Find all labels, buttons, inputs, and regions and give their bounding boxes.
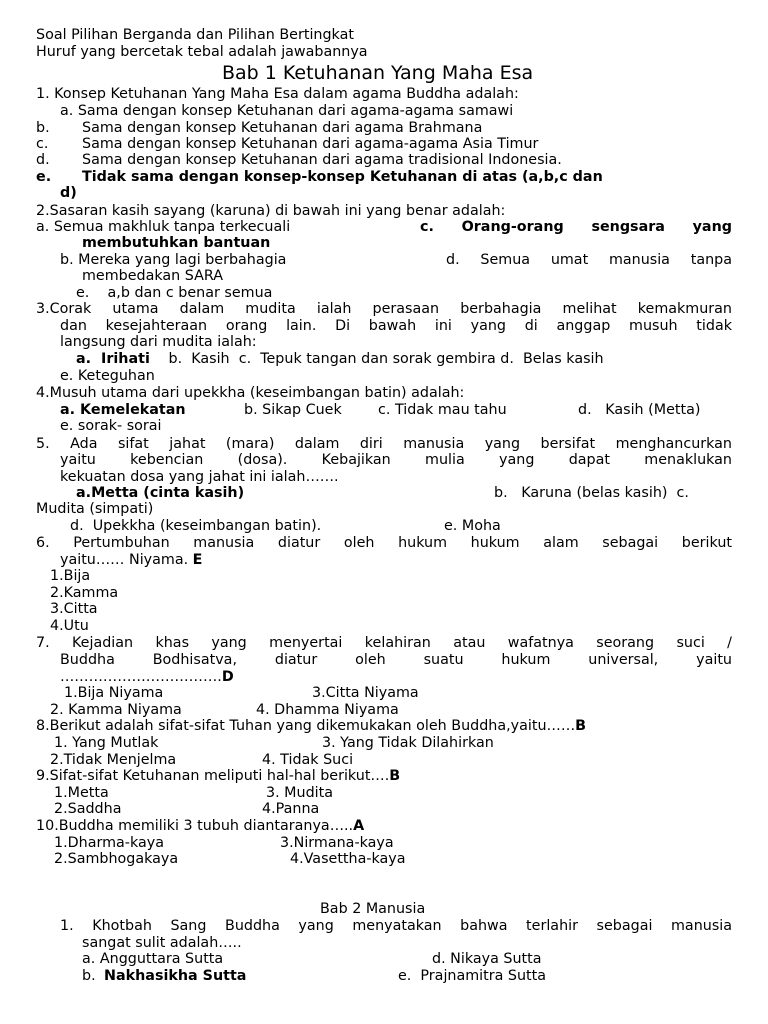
q9-answer-key: B — [389, 768, 401, 784]
q5-question-line-1: 5. Ada sifat jahat (mara) dalam diri manusia yang bersifat menghancurkan — [36, 436, 732, 452]
q5-option-a-answer: a.Metta (cinta kasih) — [76, 485, 245, 501]
q1-option-c: Sama dengan konsep Ketuhanan dari agama-agama Asia Timur — [82, 136, 539, 152]
q2-option-b: b. Mereka yang lagi berbahagia — [60, 252, 287, 268]
q8-option-4: 4. Tidak Suci — [262, 752, 354, 768]
q5-question-line-2: yaitu kebencian (dosa). Kebajikan mulia yang dapat menaklukan — [60, 452, 732, 468]
q8-option-1: 1. Yang Mutlak — [54, 735, 159, 751]
q6-option-2: 2.Kamma — [50, 585, 119, 601]
q8-question — [36, 718, 586, 735]
q6-question-line-2 — [60, 552, 202, 569]
q7-question-line-3 — [60, 669, 234, 686]
q8-option-2: 2.Tidak Menjelma — [50, 752, 177, 768]
q6-answer-key: E — [192, 552, 203, 568]
ch2-q1-option-e: e. Prajnamitra Sutta — [398, 968, 547, 984]
q1-option-d: Sama dengan konsep Ketuhanan dari agama tradisional Indonesia. — [82, 152, 562, 168]
q1-option-b: Sama dengan konsep Ketuhanan dari agama Brahmana — [82, 120, 483, 136]
q2-option-d: d. Semua umat manusia tanpa — [446, 252, 732, 268]
q10-answer-key: A — [353, 818, 365, 834]
q6-option-1: 1.Bija — [50, 568, 91, 584]
q1-question: 1. Konsep Ketuhanan Yang Maha Esa dalam agama Buddha adalah: — [36, 86, 519, 102]
q3-option-e: e. Keteguhan — [60, 368, 155, 384]
q1-option-a: a. Sama dengan konsep Ketuhanan dari agama-agama samawi — [60, 103, 514, 119]
q1-option-e-label: e. — [36, 169, 52, 185]
q4-option-d: d. Kasih (Metta) — [578, 402, 701, 418]
q10-option-2: 2.Sambhogakaya — [54, 851, 179, 867]
q6-option-4: 4.Utu — [50, 618, 89, 634]
q5-option-e: e. Moha — [444, 518, 501, 534]
q4-option-a-answer: a. Kemelekatan — [60, 402, 186, 418]
q8-answer-key: B — [575, 718, 587, 734]
q5-option-b: b. Karuna (belas kasih) c. — [494, 485, 689, 501]
q5-option-d: d. Upekkha (keseimbangan batin). — [70, 518, 322, 534]
q10-question-text: 10.Buddha memiliki 3 tubuh diantaranya….. — [36, 818, 354, 834]
q5-question-line-3: kekuatan dosa yang jahat ini ialah……. — [60, 469, 339, 485]
q7-question-line-2: Buddha Bodhisatva, diatur oleh suatu hukum universal, yaitu — [60, 652, 732, 668]
q9-option-4: 4.Panna — [262, 801, 320, 817]
q4-option-e: e. sorak- sorai — [60, 418, 162, 434]
q6-question-line-1: 6. Pertumbuhan manusia diatur oleh hukum hukum alam sebagai berikut — [36, 535, 732, 551]
q6-option-3: 3.Citta — [50, 601, 98, 617]
doc-heading-line-2: Huruf yang bercetak tebal adalah jawabannya — [36, 44, 368, 60]
q3-question-line-2: dan kesejahteraan orang lain. Di bawah ini yang di anggap musuh tidak — [60, 318, 732, 334]
q2-option-c-answer: c. Orang-orang sengsara yang — [420, 219, 732, 235]
q4-option-c: c. Tidak mau tahu — [378, 402, 507, 418]
q7-option-4: 4. Dhamma Niyama — [256, 702, 399, 718]
q4-question: 4.Musuh utama dari upekkha (keseimbangan batin) adalah: — [36, 385, 465, 401]
q3-question-line-1: 3.Corak utama dalam mudita ialah perasaan berbahagia melihat kemakmuran — [36, 301, 732, 317]
q2-option-e: e. a,b dan c benar semua — [76, 285, 273, 301]
ch2-q1-option-b-answer: Nakhasikha Sutta — [104, 968, 247, 984]
q9-question-text: 9.Sifat-sifat Ketuhanan meliputi hal-hal berikut…. — [36, 768, 390, 784]
q9-option-2: 2.Saddha — [54, 801, 122, 817]
q3-question-line-3: langsung dari mudita ialah: — [60, 334, 257, 350]
q9-option-1: 1.Metta — [54, 785, 109, 801]
q2-option-a: a. Semua makhluk tanpa terkecuali — [36, 219, 291, 235]
doc-heading-line-1: Soal Pilihan Berganda dan Pilihan Bertingkat — [36, 27, 354, 43]
q2-question: 2.Sasaran kasih sayang (karuna) di bawah ini yang benar adalah: — [36, 203, 506, 219]
q10-option-3: 3.Nirmana-kaya — [280, 835, 394, 851]
q4-option-b: b. Sikap Cuek — [244, 402, 342, 418]
q1-option-b-label: b. — [36, 120, 50, 136]
chapter-2-title: Bab 2 Manusia — [320, 901, 426, 917]
q7-answer-key: D — [221, 669, 234, 685]
q1-option-e-answer: Tidak sama dengan konsep-konsep Ketuhanan di atas (a,b,c dan — [82, 169, 603, 185]
q10-question — [36, 818, 364, 835]
q8-option-3: 3. Yang Tidak Dilahirkan — [322, 735, 494, 751]
ch2-q1-question-line-1: 1. Khotbah Sang Buddha yang menyatakan bahwa terlahir sebagai manusia — [60, 918, 732, 934]
q7-option-3: 3.Citta Niyama — [312, 685, 419, 701]
q9-option-3: 3. Mudita — [266, 785, 333, 801]
q1-option-d-label: d. — [36, 152, 50, 168]
q7-option-2: 2. Kamma Niyama — [50, 702, 182, 718]
q6-question-text: yaitu…… Niyama. — [60, 552, 193, 568]
q7-question-line-1: 7. Kejadian khas yang menyertai kelahiran atau wafatnya seorang suci / — [36, 635, 732, 651]
q2-option-c-answer-cont: membutuhkan bantuan — [82, 235, 271, 251]
q1-option-e-answer-cont: d) — [60, 185, 77, 201]
ch2-q1-option-b-label: b. — [82, 968, 96, 984]
chapter-1-title: Bab 1 Ketuhanan Yang Maha Esa — [222, 62, 534, 84]
q3-options-b-to-d: b. Kasih c. Tepuk tangan dan sorak gembira d. Belas kasih — [164, 351, 604, 367]
q3-option-a-answer: a. Irihati — [76, 351, 150, 367]
q5-option-c-cont: Mudita (simpati) — [36, 501, 154, 517]
ch2-q1-option-d: d. Nikaya Sutta — [432, 951, 542, 967]
ch2-q1-option-a: a. Angguttara Sutta — [82, 951, 224, 967]
q2-option-d-cont: membedakan SARA — [82, 268, 224, 284]
ch2-q1-question-line-2: sangat sulit adalah….. — [82, 935, 242, 951]
q7-question-dots: ……………………………. — [60, 669, 222, 685]
q1-option-c-label: c. — [36, 136, 49, 152]
q10-option-1: 1.Dharma-kaya — [54, 835, 164, 851]
q9-question — [36, 768, 400, 785]
q8-question-text: 8.Berikut adalah sifat-sifat Tuhan yang dikemukakan oleh Buddha,yaitu…… — [36, 718, 576, 734]
q10-option-4: 4.Vasettha-kaya — [290, 851, 406, 867]
q7-option-1: 1.Bija Niyama — [64, 685, 164, 701]
